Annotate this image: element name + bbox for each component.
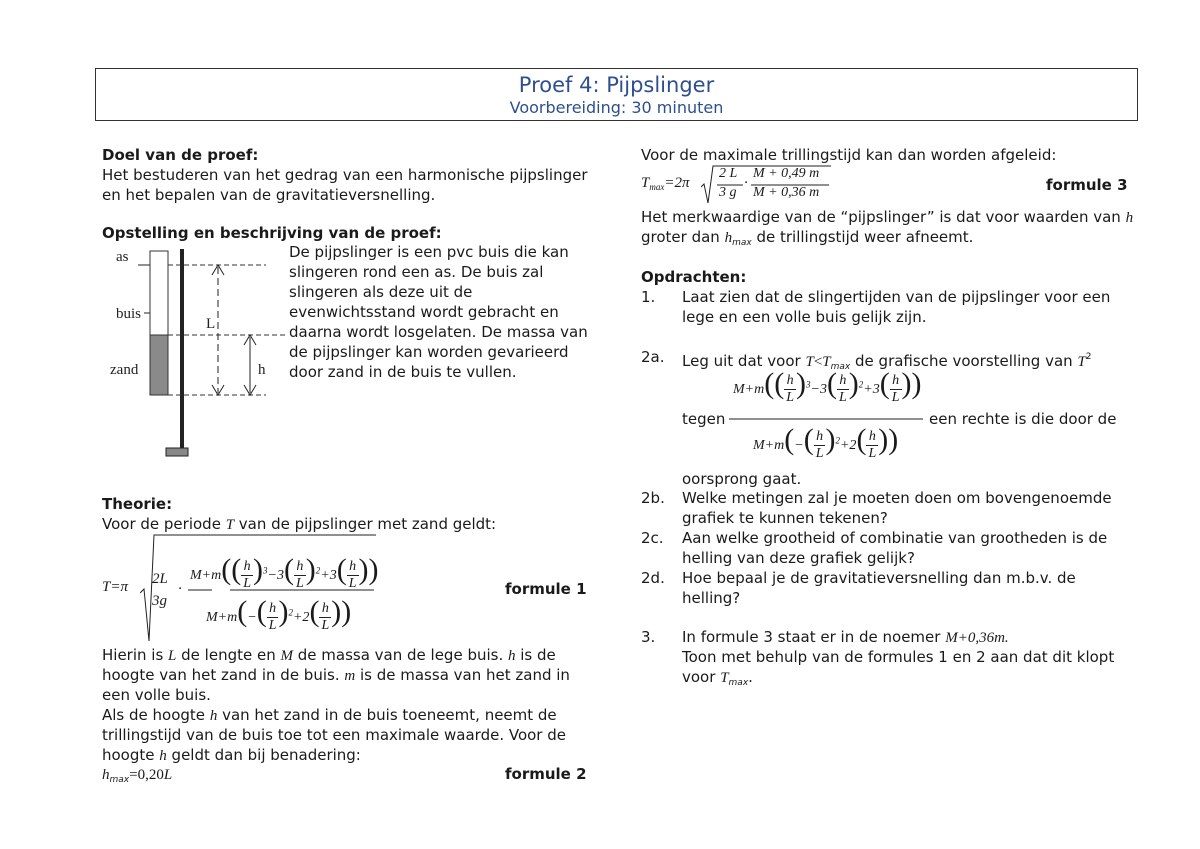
q2a-line-1: Leg uit dat voor $T<T_{max}$ de grafische voorstelling van $T^2$ [682,352,1092,372]
opdrachten-heading: Opdrachten: [641,268,747,286]
page-title: Proef 4: Pijpslinger [518,73,715,97]
opstelling-heading: Opstelling en beschrijving van de proef: [102,224,442,242]
merk-line-1: Het merkwaardige van de “pijpslinger” is dat voor waarden van h [641,208,1134,226]
hierin-line-3: een volle buis. [102,686,211,704]
formule-1-label: formule 1 [505,580,587,598]
q2c-num: 2c. [641,529,664,547]
q2c-line-2: helling van deze grafiek gelijk? [682,549,915,567]
label-zand: zand [110,362,139,378]
label-as: as [116,249,129,265]
hierin-line-1: Hierin is L de lengte en M de massa van de lege buis. h is de [102,646,556,664]
q1-line-1: Laat zien dat de slingertijden van de pijpslinger voor een [682,288,1111,306]
title-box [95,68,1138,121]
q2d-num: 2d. [641,569,665,587]
opstelling-line-7: door zand in de buis te vullen. [289,363,517,381]
formule-2-label: formule 2 [505,765,587,783]
doel-line-2: en het bepalen van de gravitatieversnelling. [102,186,436,204]
opstelling-line-3: slingeren als deze uit de [289,283,473,301]
formule-1: T=π 2L 3g · M+m(( $\frac{h}{L}$ )$^3$−3( $\frac{h}{L}$ )$^2$+3( $\frac{h}{L}$ )) M+m(−( $\frac{h}{L}$ )$^2$+2( $\frac{h}{L}$ )) [102,533,392,645]
stand-base [166,448,188,456]
q3-line-3: voor $T_{max}$. [682,668,753,688]
q3-num: 3. [641,628,656,646]
q1-line-2: lege en een volle buis gelijk zijn. [682,308,927,326]
merk-line-2: groter dan $h_{max}$ de trillingstijd weer afneemt. [641,228,974,248]
q2b-line-1: Welke metingen zal je moeten doen om bovengenoemde [682,489,1112,507]
tmax-intro: Voor de maximale trillingstijd kan dan worden afgeleid: [641,146,1057,164]
formule-3-label: formule 3 [1046,176,1128,194]
theorie-intro: Voor de periode T van de pijpslinger met zand geldt: [102,515,497,533]
theorie-heading: Theorie: [102,495,173,513]
q2a-line-2: een rechte is die door de [929,410,1117,428]
q2a-line-3: oorsprong gaat. [682,470,802,488]
doel-line-1: Het bestuderen van het gedrag van een harmonische pijpslinger [102,166,588,184]
pijpslinger-figure [108,243,288,463]
opstelling-line-2: slingeren rond een as. De buis zal [289,263,544,281]
hierin-line-6: hoogte h geldt dan bij benadering: [102,746,361,764]
stand-pole [180,249,184,449]
formule-3: $T_{max}=2\pi$ 2 L 3 g · M + 0,49 m M + 0,36 m [641,165,841,205]
hierin-line-2: hoogte van het zand in de buis. m is de massa van het zand in [102,666,570,684]
q3-line-2: Toon met behulp van de formules 1 en 2 aan dat dit klopt [682,648,1115,666]
page-subtitle: Voorbereiding: 30 minuten [509,98,724,117]
sand-fill [150,335,168,395]
label-L: L [206,316,216,332]
opstelling-line-4: evenwichtsstand wordt gebracht en [289,303,559,321]
q2d-line-2: helling? [682,589,741,607]
label-h: h [258,362,266,378]
formule-2: $h_{max}=0,20L$ [102,767,173,785]
opstelling-line-6: de pijpslinger kan worden gevarieerd [289,343,569,361]
q2a-denominator: M+m(−( $\frac{h}{L}$ )$^2$+2( $\frac{h}{L}$ )) [753,423,899,462]
q2b-num: 2b. [641,489,665,507]
q2a-tegen: tegen [682,410,726,428]
q2c-line-1: Aan welke grootheid of combinatie van grootheden is de [682,529,1108,547]
label-buis: buis [116,306,142,322]
q2b-line-2: grafiek te kunnen tekenen? [682,509,888,527]
q1-num: 1. [641,288,656,306]
right-column [641,143,1141,703]
opstelling-line-1: De pijpslinger is een pvc buis die kan [289,243,569,261]
q2a-numerator: M+m(( $\frac{h}{L}$ )$^3$−3( $\frac{h}{L}$ )$^2$+3( $\frac{h}{L}$ )) [733,367,922,406]
hierin-line-4: Als de hoogte h van het zand in de buis toeneemt, neemt de [102,706,557,724]
hierin-line-5: trillingstijd van de buis toe tot een maximale waarde. Voor de [102,726,566,744]
q3-line-1: In formule 3 staat er in de noemer M+0,36m. [682,628,1009,646]
opstelling-line-5: daarna wordt losgelaten. De massa van [289,323,588,341]
left-column [102,143,602,803]
doel-heading: Doel van de proef: [102,146,259,164]
q2d-line-1: Hoe bepaal je de gravitatieversnelling dan m.b.v. de [682,569,1076,587]
q2a-num: 2a. [641,348,665,366]
